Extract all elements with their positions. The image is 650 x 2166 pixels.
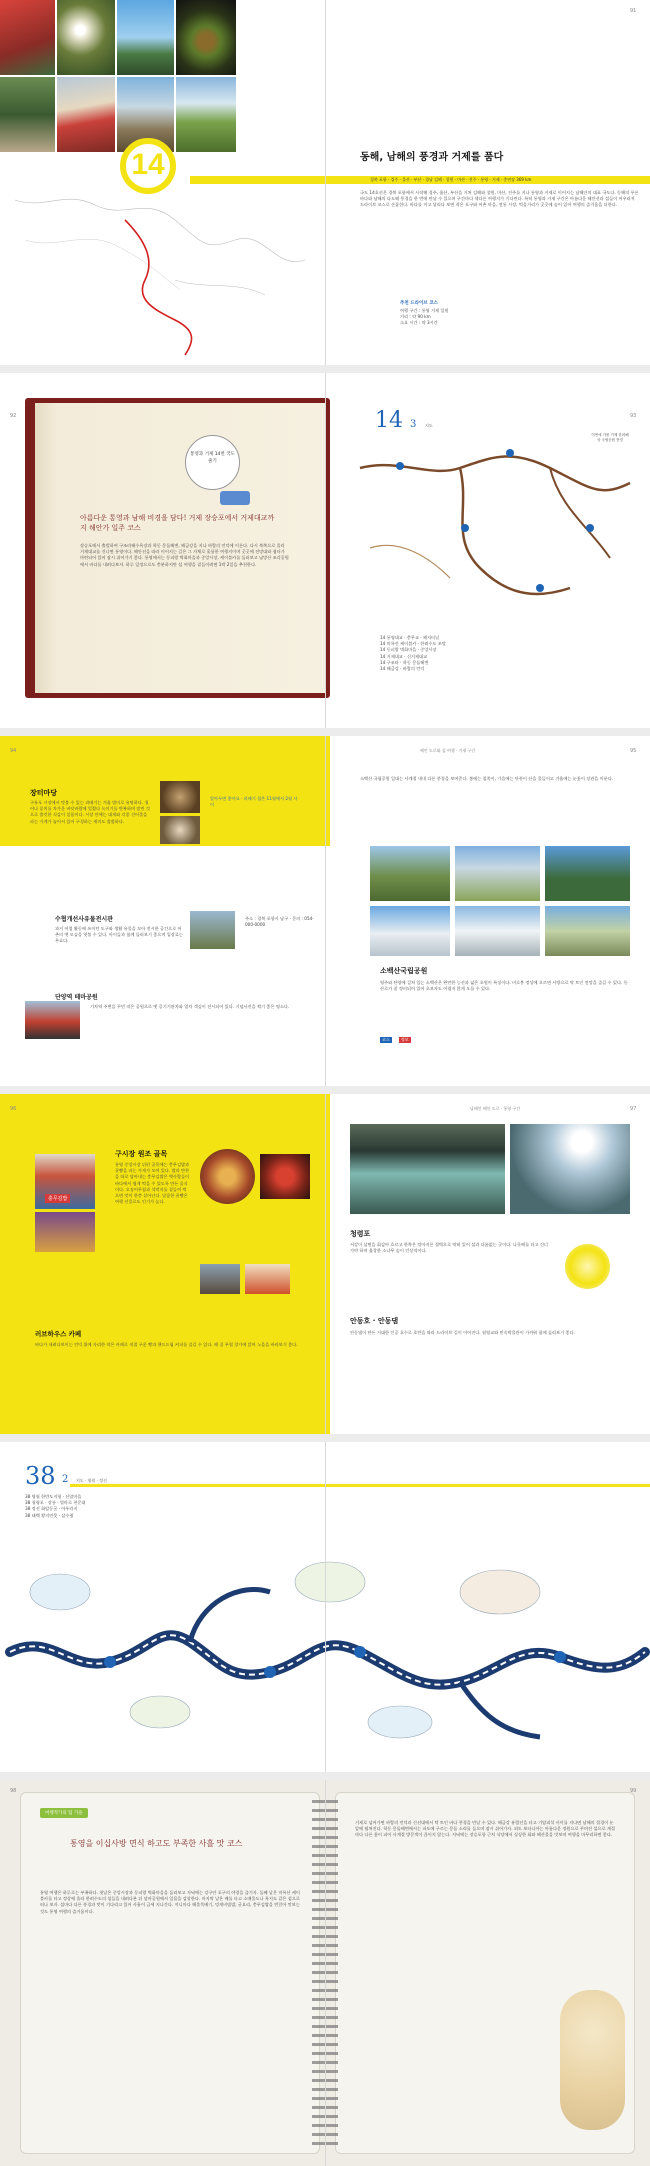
map-number: 38: [25, 1462, 56, 1490]
legend-item: 14 거제대교 · 신거제대교: [380, 653, 428, 659]
photo-sign: [35, 1212, 95, 1252]
tip-badge: 여행작가의 팁 가을: [40, 1808, 88, 1818]
info-box: [400, 300, 540, 327]
page-number-right: 91: [630, 8, 637, 14]
page-number-right: 95: [630, 748, 637, 754]
map-index: 3: [410, 419, 417, 430]
section-info: 주소 : 경북 포항시 남구 · 문의 : 054-000-0000: [245, 916, 314, 928]
legend-item: 38 정선 화암동굴 · 아우라지: [25, 1506, 78, 1512]
route-bubble-text: 통영과 거제 14번 국도 줄기: [190, 452, 235, 464]
legend-item: 14 통영대교 · 충무교 · 해저터널: [380, 635, 440, 640]
article-title: 통영을 이십사방 면식 하고도 부족한 사흘 맛 코스: [70, 1839, 243, 1848]
header-bar: [70, 1484, 650, 1487]
section-title: 수협개선사유물전시관: [55, 916, 113, 923]
route-map: [340, 428, 650, 628]
photo-cafe-1: [200, 1264, 240, 1294]
legend-item: 38 태백 황지연못 · 삼수령: [25, 1512, 74, 1518]
book-title: 아름다운 통영과 남해 비경을 담다! 거제 장승포에서 거제대교까지 해안가 일주 코스: [80, 514, 275, 532]
photo-sky-mountain: [117, 0, 174, 75]
bus-icon: [220, 491, 250, 505]
illustration-map: [560, 1990, 625, 2130]
spread-6: [0, 1780, 650, 2166]
section-body: 과거 어업 활동에 쓰이던 도구와 생활 유물을 모아 전시한 공간으로 어촌의 옛 모습을 엿볼 수 있다. 아이들과 함께 둘러보기 좋으며 입장료는 무료다.: [55, 926, 183, 944]
photo-alley: [0, 77, 55, 152]
photo-cafe-2: [245, 1264, 290, 1294]
spiral-binding: [312, 1800, 338, 2150]
photo-lanterns: [57, 77, 115, 152]
photo-flowers: [57, 0, 115, 75]
map-label: 지도: [425, 423, 433, 428]
page-number-right: 99: [630, 1788, 637, 1794]
divider: [0, 1434, 650, 1442]
sun-illustration: [565, 1244, 610, 1289]
info-box-title: 추천 드라이브 코스: [400, 301, 438, 306]
spread-2: [0, 373, 650, 728]
photo-food-dish: [176, 0, 236, 75]
photo-mountain-2: [455, 846, 540, 901]
divider: [0, 728, 650, 736]
photo-mountain-1: [370, 846, 450, 901]
section-title: 단양역 테마공원: [55, 994, 98, 1001]
section-body: 기차역 주변을 꾸민 작은 공원으로 옛 증기기관차와 열차 객실이 전시되어 있다. 기념사진을 찍기 좋은 명소다.: [90, 1004, 290, 1009]
photo-museum: [190, 911, 235, 949]
photo-fish-dish: [160, 781, 200, 813]
map-legend: [380, 635, 530, 672]
running-header: 해안 도로와 섬 여행 · 거제 구간: [420, 748, 476, 753]
page-number-right: 97: [630, 1106, 637, 1112]
page-number-left: 96: [10, 1106, 17, 1112]
park-tags: [380, 1026, 413, 1045]
chapter-title: 동해, 남해의 풍경과 거제를 품다: [360, 152, 504, 163]
food-body: 통영 중앙시장 뒤편 골목에는 충무김밥과 꿀빵을 파는 가게가 모여 있다. 밥과 반찬을 따로 담아내는 충무김밥은 뱃사람들이 바다에서 쉽게 먹을 수 있도록 만든 음식이다. 오징어무침과 석박지를 곁들여 먹으면 맛이 한층 살아난다. 달콤한 꿀빵은 여행 선물로도 인기가 높다.: [115, 1162, 190, 1205]
photo-mountain-3: [545, 846, 630, 901]
map-stamp: 이번에 가볼 거제 한려해상 국립공원 풍경: [591, 433, 629, 442]
page-number-right: 93: [630, 413, 637, 419]
map-number: 14: [375, 408, 403, 433]
river-route-map: [0, 1532, 650, 1752]
article-body-right: 거제로 넘어가면 바람의 언덕과 신선대에서 탁 트인 바다 풍경을 만날 수 있다. 해금강 유람선을 타고 기암괴석 사이를 지나면 남해의 절경이 눈앞에 펼쳐진다. 학동 몽돌해변에서는 파도에 구르는 몽돌 소리를 들으며 잠시 쉬어가자. 외도 보타니아는 아름다운 정원으로 꾸며진 섬으로 계절마다 다른 꽃이 피어 사계절 방문객이 끊이지 않는다. 저녁에는 장승포항 근처 식당에서 싱싱한 회와 해산물을 맛보며 여행을 마무리하면 좋다.: [355, 1820, 615, 1838]
park-title: 소백산국립공원: [380, 967, 428, 975]
photo-snow-forest: [455, 906, 540, 956]
right-intro: 소백산 국립공원 일대는 사계절 내내 다른 풍경을 보여준다. 봄에는 철쭉이, 가을에는 단풍이 산을 물들이고 겨울에는 눈꽃이 장관을 이룬다.: [360, 776, 614, 781]
right-body: 서강이 삼면을 휘감아 흐르고 한쪽은 깎아지른 절벽으로 막혀 있어 섬과 다름없는 곳이다. 나룻배를 타고 건너가야 하며 울창한 소나무 숲이 인상적이다.: [350, 1242, 548, 1254]
tag-info: 정보: [400, 1037, 409, 1042]
photo-seafood: [160, 816, 200, 844]
divider: [0, 1086, 650, 1094]
section-body: 바다가 내려다보이는 언덕 위에 자리한 작은 카페로 직접 구운 빵과 핸드드립 커피를 즐길 수 있다. 해 질 무렵 창가에 앉아 노을을 바라보기 좋다.: [35, 1342, 298, 1347]
legend-item: 14 해금강 · 바람의 언덕: [380, 666, 425, 672]
photo-temple-gate: [0, 0, 55, 75]
section-title: 장터마당: [30, 789, 58, 797]
food-title: 구시장 원조 골목: [115, 1150, 168, 1158]
info-line: 소요 시간 : 약 3시간: [400, 320, 438, 326]
park-body: 영주와 단양에 걸쳐 있는 소백산은 완만한 능선과 넓은 초원이 특징이다. 비로봉 정상에 오르면 사방으로 탁 트인 전망을 즐길 수 있다. 등산로가 잘 정비되어 있어 초보자도 어렵지 않게 오를 수 있다.: [380, 980, 628, 992]
legend-item: 14 구조라 · 학동 몽돌해변: [380, 659, 429, 665]
right-title: 청령포: [350, 1230, 371, 1238]
spread-4: [0, 1094, 650, 1434]
right-title: 안동호 · 안동댐: [350, 1317, 399, 1325]
section-body: 구룡포 시장에서 맛볼 수 있는 과메기는 겨울 별미로 유명하다. 청어나 꽁치를 차가운 바닷바람에 얼렸다 녹이기를 반복하며 말린 것으로 쫄깃한 식감이 일품이다. 시장 안에는 대게와 각종 건어물을 파는 가게가 늘어서 있어 구경하는 재미도 쏠쏠하다.: [30, 800, 150, 824]
page-number-left: 94: [10, 748, 17, 754]
page-number-left: 98: [10, 1788, 17, 1794]
divider: [0, 365, 650, 373]
info-line: 거리 : 약 90 km: [400, 314, 431, 320]
spread-1: [0, 0, 650, 365]
photo-dish-1: [200, 1149, 255, 1204]
map-index: 2: [62, 1474, 69, 1485]
right-body: 안동댐이 만든 거대한 인공 호수로 호반을 따라 드라이브 길이 이어진다. 월영교와 민속박물관이 가까워 함께 둘러보기 좋다.: [350, 1330, 575, 1335]
legend-item: 14 동피랑 벽화마을 · 중앙시장: [380, 647, 437, 653]
legend-item: 38 영월 한반도지형 · 선암마을: [25, 1494, 82, 1499]
book-body: 장승포에서 출발하여 구조라해수욕장과 학동 몽돌해변, 해금강을 지나 바람의 언덕에 이른다. 다시 북쪽으로 올라 거제대교를 건너면 통영이다. 해안선을 따라 이어지는 길은 그 자체로 훌륭한 여행지이며 곳곳에 전망대와 쉼터가 마련되어 있어 잠시 쉬어가기 좋다. 통영에서는 동피랑 벽화마을과 중앙시장, 케이블카를 둘러보고 남망산 조각공원에서 바다를 내려다보자. 하루 일정으로도 충분하지만 섬 여행을 곁들이려면 1박 2일을 추천한다.: [80, 543, 289, 567]
legend-item: 14 미륵산 케이블카 · 한려수도 조망: [380, 641, 446, 647]
chapter-subtitle: 경북 포항 · 경주 · 울산 · 부산 · 경남 김해 · 창원 · 마산 · 진주 · 통영 · 거제 · 총연장 369 km: [370, 177, 532, 182]
tip-note: 알아두면 좋아요 · 과메기 철은 11월에서 2월 사이: [210, 796, 298, 808]
article-body-left: 통영 여행은 하루로는 부족하다. 첫날은 중앙시장과 동피랑 벽화마을을 둘러보고 저녁에는 강구안 포구의 야경을 즐기자. 둘째 날은 미륵산 케이블카를 타고 정상에 올라 한려수도의 섬들을 내려다본 뒤 달아공원에서 일몰을 감상한다. 마지막 날은 배를 타고 소매물도나 욕지도 같은 섬으로 떠나 보자. 섬마다 다른 풍경과 맛이 기다리고 있어 사흘이 금세 지나간다. 끼니마다 해물뚝배기, 멍게비빔밥, 굴요리, 충무김밥을 번갈아 맛보는 것도 통영 여행의 즐거움이다.: [40, 1890, 300, 1914]
page-number-left: 92: [10, 413, 17, 419]
legend-item: 38 청령포 · 장릉 · 별마로 천문대: [25, 1500, 86, 1506]
map-legend: [25, 1494, 245, 1519]
photo-snow-peak: [370, 906, 450, 956]
overview-map: [5, 180, 325, 360]
section-title: 러브하우스 카페: [35, 1330, 82, 1338]
divider: [0, 1772, 650, 1780]
photo-dish-2: [260, 1154, 310, 1199]
info-line: 여행 구간 : 통영 거제 일원: [400, 308, 449, 313]
food-stamp: 충무김밥: [45, 1194, 70, 1203]
photo-field: [176, 77, 236, 152]
photo-sunlit-lake: [510, 1124, 630, 1214]
tag-course: 코스: [382, 1037, 390, 1042]
photo-bridge-river: [350, 1124, 505, 1214]
spread-5: [0, 1442, 650, 1772]
photo-train: [25, 1001, 80, 1039]
map-label: 지도 · 영월 · 정선: [76, 1478, 107, 1483]
running-header: 남해안 해안 도로 · 통영 구간: [470, 1106, 521, 1111]
route-number: 14: [131, 148, 165, 181]
photo-signpost: [545, 906, 630, 956]
chapter-intro: 국도 14호선은 경북 포항에서 시작해 경주, 울산, 부산을 거쳐 김해와 창원, 마산, 진주를 지나 통영과 거제로 이어지는 남해안의 대표 국도다. 동해의 푸른 바다와 남해의 다도해 풍경을 한 번에 만날 수 있으며 구간마다 색다른 여행지가 기다린다. 특히 통영과 거제 구간은 아름다운 해안선과 섬들이 어우러져 드라이브 코스로 손꼽힌다. 바다를 끼고 달리다 보면 작은 포구와 어촌 마을, 전통 시장, 먹을거리가 곳곳에 숨어 있어 여행의 즐거움을 더한다.: [360, 190, 639, 208]
spread-3: [0, 736, 650, 1086]
